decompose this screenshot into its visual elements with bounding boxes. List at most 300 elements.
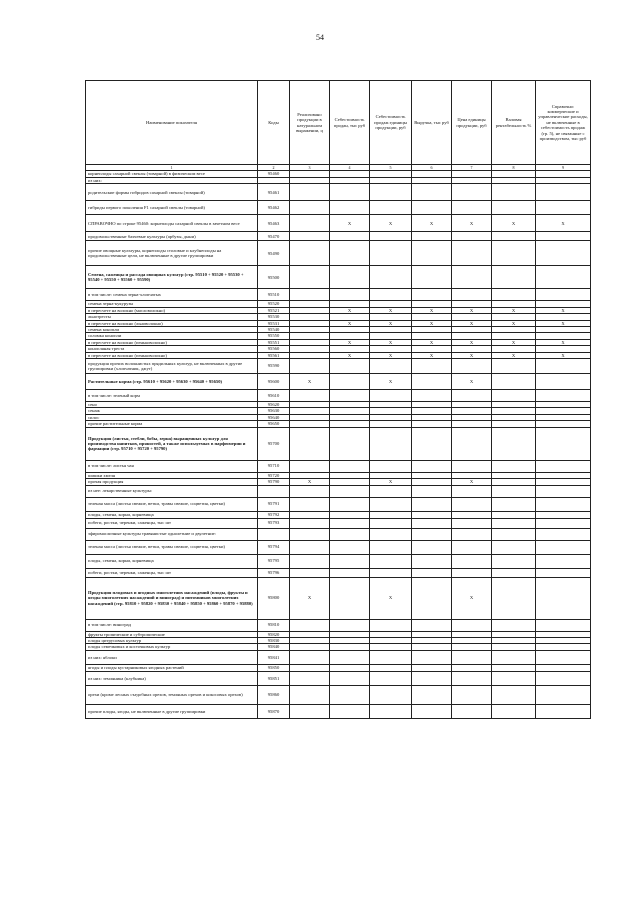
value-cell xyxy=(536,554,591,568)
value-cell xyxy=(536,266,591,289)
row-code: 95462 xyxy=(258,201,290,215)
value-cell xyxy=(290,511,330,518)
x-mark: X xyxy=(452,339,492,345)
table-row xyxy=(86,460,591,472)
value-cell xyxy=(330,511,370,518)
x-mark: X xyxy=(330,352,370,358)
value-cell xyxy=(492,171,536,178)
x-mark: X xyxy=(330,320,370,326)
value-cell xyxy=(290,528,330,540)
x-mark: X xyxy=(452,352,492,358)
value-cell xyxy=(330,664,370,671)
value-cell xyxy=(290,215,330,232)
value-cell xyxy=(412,518,452,528)
table-row xyxy=(86,427,591,460)
value-cell xyxy=(412,232,452,241)
value-cell xyxy=(452,685,492,704)
row-code: 95510 xyxy=(258,289,290,301)
x-mark: X xyxy=(370,374,412,390)
row-code: 95650 xyxy=(258,421,290,427)
row-name: из них: яблоки xyxy=(86,650,258,664)
value-cell xyxy=(290,289,330,301)
x-mark: X xyxy=(492,307,536,313)
value-cell xyxy=(452,485,492,497)
value-cell xyxy=(452,232,492,241)
value-cell xyxy=(452,289,492,301)
x-mark: X xyxy=(412,320,452,326)
value-cell xyxy=(290,390,330,402)
value-cell xyxy=(370,685,412,704)
value-cell xyxy=(536,528,591,540)
row-name: шишки хмеля xyxy=(86,472,258,478)
value-cell xyxy=(290,232,330,241)
row-code: 95470 xyxy=(258,232,290,241)
row-code: 95850 xyxy=(258,664,290,671)
value-cell xyxy=(290,568,330,577)
row-code: 95530 xyxy=(258,314,290,320)
value-cell xyxy=(536,359,591,374)
x-mark: X xyxy=(290,577,330,619)
header-cell: Цена единицы продукции, руб xyxy=(452,81,492,165)
x-mark: X xyxy=(412,352,452,358)
x-mark: X xyxy=(492,339,536,345)
value-cell xyxy=(452,171,492,178)
x-mark: X xyxy=(536,339,591,345)
row-name: зеленая масса (листья свежие, ветки, травы свежие, соцветия, цветки) xyxy=(86,497,258,511)
value-cell xyxy=(330,374,370,390)
column-number: 1 xyxy=(86,165,258,171)
row-name: льнотресты xyxy=(86,314,258,320)
row-name: эфиромасличные культуры травянистые однолетние и двулетние: xyxy=(86,528,258,540)
row-name: Растительные корма (стр. 95610 + 95620 + 95630 + 95640 + 95650) xyxy=(86,374,258,390)
value-cell xyxy=(412,171,452,178)
column-number: 3 xyxy=(290,165,330,171)
value-cell xyxy=(536,289,591,301)
row-code xyxy=(258,528,290,540)
value-cell xyxy=(412,390,452,402)
row-name: плоды, семена, корни, корневища xyxy=(86,554,258,568)
value-cell xyxy=(536,650,591,664)
value-cell xyxy=(370,497,412,511)
x-mark: X xyxy=(492,320,536,326)
value-cell xyxy=(370,390,412,402)
value-cell xyxy=(536,171,591,178)
row-name: в том числе: листья чая xyxy=(86,460,258,472)
row-name: в пересчете на волокно (масловолокно) xyxy=(86,307,258,313)
value-cell xyxy=(370,241,412,266)
table-row xyxy=(86,671,591,685)
row-code: 95600 xyxy=(258,374,290,390)
row-name: семена зерна-кукурузы xyxy=(86,301,258,307)
row-code: 95560 xyxy=(258,346,290,352)
value-cell xyxy=(412,685,452,704)
value-cell xyxy=(452,650,492,664)
x-mark: X xyxy=(370,577,412,619)
table-row xyxy=(86,289,591,301)
value-cell xyxy=(330,289,370,301)
value-cell xyxy=(412,619,452,631)
value-cell xyxy=(492,374,536,390)
value-cell xyxy=(492,704,536,718)
value-cell xyxy=(370,266,412,289)
value-cell xyxy=(412,241,452,266)
value-cell xyxy=(452,359,492,374)
value-cell xyxy=(536,577,591,619)
table-row xyxy=(86,568,591,577)
value-cell xyxy=(452,540,492,554)
value-cell xyxy=(412,460,452,472)
value-cell xyxy=(412,577,452,619)
x-mark: X xyxy=(330,339,370,345)
row-code: 95700 xyxy=(258,427,290,460)
row-code: 95710 xyxy=(258,460,290,472)
x-mark: X xyxy=(370,352,412,358)
table-row xyxy=(86,232,591,241)
value-cell xyxy=(290,650,330,664)
x-mark: X xyxy=(452,320,492,326)
value-cell xyxy=(492,554,536,568)
column-number: 5 xyxy=(370,165,412,171)
value-cell xyxy=(370,289,412,301)
table-row xyxy=(86,485,591,497)
header-cell: Справочно: коммерческие и управленческие расходы, не включенные в себестоимость продаж (гр. 5), не связанные с производством, тыс руб xyxy=(536,81,591,165)
value-cell xyxy=(330,266,370,289)
value-cell xyxy=(536,241,591,266)
value-cell xyxy=(412,184,452,201)
row-name: в пересчете на волокно (льноволокно) xyxy=(86,320,258,326)
row-code: 95550 xyxy=(258,333,290,339)
row-code: 95531 xyxy=(258,320,290,326)
value-cell xyxy=(492,619,536,631)
value-cell xyxy=(290,184,330,201)
value-cell xyxy=(290,685,330,704)
column-number: 6 xyxy=(412,165,452,171)
value-cell xyxy=(370,232,412,241)
row-name: ягоды и плоды кустарниковых ягодных растений xyxy=(86,664,258,671)
row-code: 95796 xyxy=(258,568,290,577)
value-cell xyxy=(536,671,591,685)
value-cell xyxy=(330,241,370,266)
value-cell xyxy=(290,241,330,266)
value-cell xyxy=(492,266,536,289)
value-cell xyxy=(452,671,492,685)
value-cell xyxy=(536,511,591,518)
x-mark: X xyxy=(330,215,370,232)
row-name: соломка конопли xyxy=(86,333,258,339)
value-cell xyxy=(492,289,536,301)
value-cell xyxy=(536,232,591,241)
row-name: продовольственные бахчевые культуры (арбузы, дыни) xyxy=(86,232,258,241)
value-cell xyxy=(536,390,591,402)
row-name: сено xyxy=(86,402,258,408)
table-row xyxy=(86,554,591,568)
value-cell xyxy=(492,577,536,619)
value-cell xyxy=(370,511,412,518)
value-cell xyxy=(412,568,452,577)
row-name: в пересчете на волокно (пеньковолокно) xyxy=(86,339,258,345)
row-code: 95792 xyxy=(258,511,290,518)
value-cell xyxy=(492,485,536,497)
row-name: из нее: лекарственные культуры: xyxy=(86,485,258,497)
value-cell xyxy=(492,497,536,511)
x-mark: X xyxy=(452,577,492,619)
row-name: семена конопли xyxy=(86,327,258,333)
value-cell xyxy=(330,528,370,540)
report-table xyxy=(85,80,591,719)
value-cell xyxy=(452,528,492,540)
value-cell xyxy=(492,359,536,374)
value-cell xyxy=(412,289,452,301)
value-cell xyxy=(412,427,452,460)
header-cell: Наименование показателя xyxy=(86,81,258,165)
row-name: Продукция плодовых и ягодных многолетних насаждений (плоды, фрукты и ягоды многолетних насаждений и виноград) и питомников многолетних насаждений (стр. 95810 + 95820 + 95830 + 95840 + 95850 + 95860 + 95870 + 95880) xyxy=(86,577,258,619)
value-cell xyxy=(536,619,591,631)
row-name: побеги, ростки, черенки, саженцы, тыс шт xyxy=(86,518,258,528)
x-mark: X xyxy=(290,479,330,485)
value-cell xyxy=(330,485,370,497)
value-cell xyxy=(330,540,370,554)
table-row xyxy=(86,184,591,201)
value-cell xyxy=(370,171,412,178)
row-name: зеленая масса (листья свежие, ветки, травы свежие, соцветия, цветки) xyxy=(86,540,258,554)
row-code: 95490 xyxy=(258,241,290,266)
row-code: 95840 xyxy=(258,644,290,650)
value-cell xyxy=(492,241,536,266)
row-name: Семена, саженцы и рассада овощных культур (стр. 95510 + 95520 + 95530 + 95540 + 95550 + 95560 + 95590) xyxy=(86,266,258,289)
row-name: прочие растительные корма xyxy=(86,421,258,427)
value-cell xyxy=(492,540,536,554)
value-cell xyxy=(330,704,370,718)
x-mark: X xyxy=(536,215,591,232)
value-cell xyxy=(492,460,536,472)
value-cell xyxy=(452,241,492,266)
column-number: 7 xyxy=(452,165,492,171)
value-cell xyxy=(290,460,330,472)
value-cell xyxy=(290,619,330,631)
row-code: 95720 xyxy=(258,472,290,478)
table-row xyxy=(86,619,591,631)
row-code: 95561 xyxy=(258,352,290,358)
column-number: 8 xyxy=(492,165,536,171)
value-cell xyxy=(452,390,492,402)
value-cell xyxy=(452,201,492,215)
value-cell xyxy=(536,497,591,511)
value-cell xyxy=(492,528,536,540)
value-cell xyxy=(492,511,536,518)
x-mark: X xyxy=(536,320,591,326)
value-cell xyxy=(412,201,452,215)
value-cell xyxy=(370,528,412,540)
row-name: орехи (кроме лесных съедобных орехов, земляных орехов и кокосовых орехов) xyxy=(86,685,258,704)
table-row xyxy=(86,540,591,554)
header-cell: Выручка, тыс руб xyxy=(412,81,452,165)
value-cell xyxy=(330,577,370,619)
row-code: 95640 xyxy=(258,414,290,420)
row-code: 95791 xyxy=(258,497,290,511)
row-code: 95860 xyxy=(258,685,290,704)
value-cell xyxy=(290,497,330,511)
value-cell xyxy=(290,201,330,215)
row-code: 95590 xyxy=(258,359,290,374)
value-cell xyxy=(536,485,591,497)
value-cell xyxy=(290,171,330,178)
table-row xyxy=(86,577,591,619)
x-mark: X xyxy=(452,307,492,313)
row-name: СПРАВОЧНО по строке 95460: корнеплоды сахарной свеклы в зачетном весе xyxy=(86,215,258,232)
value-cell xyxy=(330,518,370,528)
table-row xyxy=(86,518,591,528)
value-cell xyxy=(452,619,492,631)
value-cell xyxy=(330,201,370,215)
value-cell xyxy=(370,485,412,497)
x-mark: X xyxy=(370,479,412,485)
x-mark: X xyxy=(452,479,492,485)
x-mark: X xyxy=(536,307,591,313)
value-cell xyxy=(330,650,370,664)
value-cell xyxy=(492,568,536,577)
row-name: гибриды первого поколения F1 сахарной свеклы (товарной) xyxy=(86,201,258,215)
row-code: 95793 xyxy=(258,518,290,528)
value-cell xyxy=(452,460,492,472)
row-name: прочие плоды, ягоды, не включенные в другие группировки xyxy=(86,704,258,718)
x-mark: X xyxy=(370,307,412,313)
x-mark: X xyxy=(452,215,492,232)
value-cell xyxy=(330,460,370,472)
value-cell xyxy=(412,671,452,685)
value-cell xyxy=(370,619,412,631)
value-cell xyxy=(290,671,330,685)
row-name: прочие овощные культуры, корнеплоды столовые и клубнеплоды на продовольственные цели, не включенные в другие группировки xyxy=(86,241,258,266)
value-cell xyxy=(452,554,492,568)
table-row xyxy=(86,511,591,518)
value-cell xyxy=(330,184,370,201)
x-mark: X xyxy=(492,215,536,232)
value-cell xyxy=(330,554,370,568)
value-cell xyxy=(492,427,536,460)
row-code: 95520 xyxy=(258,301,290,307)
row-code: 95630 xyxy=(258,408,290,414)
value-cell xyxy=(412,485,452,497)
value-cell xyxy=(492,184,536,201)
row-name: плоды цитрусовых культур xyxy=(86,637,258,643)
table-row xyxy=(86,201,591,215)
value-cell xyxy=(330,568,370,577)
table-row xyxy=(86,528,591,540)
x-mark: X xyxy=(370,320,412,326)
value-cell xyxy=(290,427,330,460)
row-code: 95790 xyxy=(258,479,290,485)
column-number: 4 xyxy=(330,165,370,171)
value-cell xyxy=(536,704,591,718)
row-code: 95540 xyxy=(258,327,290,333)
row-name: в том числе: виноград xyxy=(86,619,258,631)
row-code: 95463 xyxy=(258,215,290,232)
value-cell xyxy=(536,518,591,528)
value-cell xyxy=(412,528,452,540)
row-code: 95794 xyxy=(258,540,290,554)
value-cell xyxy=(412,374,452,390)
value-cell xyxy=(370,518,412,528)
x-mark: X xyxy=(492,352,536,358)
value-cell xyxy=(492,664,536,671)
row-code: 95841 xyxy=(258,650,290,664)
value-cell xyxy=(290,554,330,568)
value-cell xyxy=(330,671,370,685)
row-code: 95830 xyxy=(258,637,290,643)
value-cell xyxy=(370,671,412,685)
row-name: родительские формы гибридов сахарной свеклы (товарной) xyxy=(86,184,258,201)
value-cell xyxy=(290,518,330,528)
value-cell xyxy=(412,554,452,568)
value-cell xyxy=(370,704,412,718)
row-name: плоды, семена, корни, корневища xyxy=(86,511,258,518)
table-row xyxy=(86,171,591,178)
value-cell xyxy=(536,540,591,554)
row-name: из них: xyxy=(86,178,258,184)
row-code: 95610 xyxy=(258,390,290,402)
x-mark: X xyxy=(536,352,591,358)
value-cell xyxy=(536,685,591,704)
row-code: 95795 xyxy=(258,554,290,568)
value-cell xyxy=(330,497,370,511)
value-cell xyxy=(492,671,536,685)
row-name: Продукция (листья, стебли, бобы, зерна) выращенных культур для производства напитков, пряностей, а также используемых в парфюмерии и фармации (стр. 95710 + 95720 + 95790) xyxy=(86,427,258,460)
value-cell xyxy=(290,664,330,671)
value-cell xyxy=(412,266,452,289)
row-code: 95500 xyxy=(258,266,290,289)
value-cell xyxy=(536,184,591,201)
row-code: 95820 xyxy=(258,631,290,637)
value-cell xyxy=(492,518,536,528)
value-cell xyxy=(412,511,452,518)
row-name: фрукты тропические и субтропические xyxy=(86,631,258,637)
value-cell xyxy=(492,685,536,704)
value-cell xyxy=(330,171,370,178)
value-cell xyxy=(370,184,412,201)
row-name: силос xyxy=(86,414,258,420)
table-row xyxy=(86,215,591,232)
value-cell xyxy=(412,359,452,374)
value-cell xyxy=(452,511,492,518)
value-cell xyxy=(452,568,492,577)
row-code: 95620 xyxy=(258,402,290,408)
column-number: 2 xyxy=(258,165,290,171)
table-row xyxy=(86,704,591,718)
row-code: 95460 xyxy=(258,171,290,178)
row-name: сенаж xyxy=(86,408,258,414)
table-row xyxy=(86,359,591,374)
value-cell xyxy=(330,390,370,402)
value-cell xyxy=(290,485,330,497)
row-name: в пересчете на волокно (пеньковолокно) xyxy=(86,352,258,358)
value-cell xyxy=(370,201,412,215)
value-cell xyxy=(370,650,412,664)
table-row xyxy=(86,664,591,671)
value-cell xyxy=(330,427,370,460)
column-number: 9 xyxy=(536,165,591,171)
value-cell xyxy=(492,232,536,241)
header-cell: Коды xyxy=(258,81,290,165)
x-mark: X xyxy=(370,339,412,345)
value-cell xyxy=(370,460,412,472)
value-cell xyxy=(492,650,536,664)
x-mark: X xyxy=(370,215,412,232)
header-cell: Валовая рентабельность % xyxy=(492,81,536,165)
value-cell xyxy=(412,704,452,718)
row-name: в том числе: зеленый корм xyxy=(86,390,258,402)
value-cell xyxy=(330,619,370,631)
value-cell xyxy=(492,201,536,215)
